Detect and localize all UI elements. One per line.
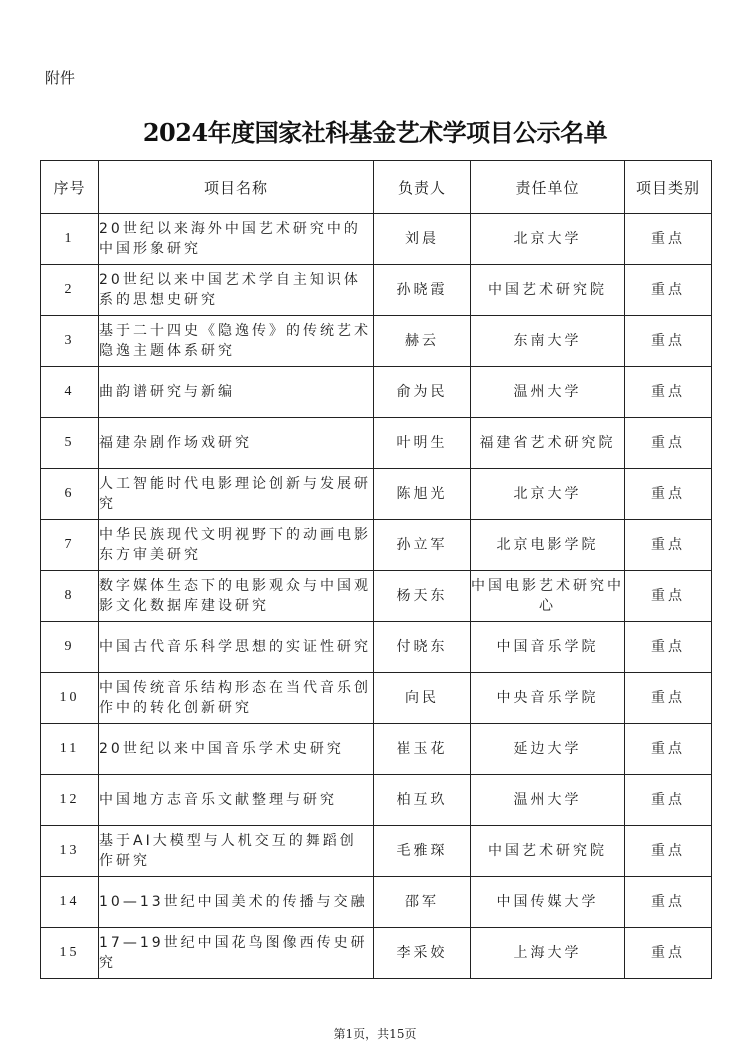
table-row [41,673,712,724]
row-leader: 刘晨 [374,214,471,265]
header-type: 项目类别 [625,161,712,214]
row-project-name: 17—19世纪中国花鸟图像西传史研究 [99,928,374,979]
row-index: 5 [41,418,99,469]
header-project-name: 项目名称 [99,161,374,214]
row-index: 4 [41,367,99,418]
row-unit: 中国音乐学院 [471,622,625,673]
row-project-name: 中国古代音乐科学思想的实证性研究 [99,622,374,673]
table-row [41,418,712,469]
row-type: 重点 [625,418,712,469]
row-type: 重点 [625,826,712,877]
row-leader: 叶明生 [374,418,471,469]
row-project-name: 20世纪以来中国艺术学自主知识体系的思想史研究 [99,265,374,316]
row-project-name: 人工智能时代电影理论创新与发展研究 [99,469,374,520]
row-index: 10 [41,673,99,724]
row-unit: 温州大学 [471,367,625,418]
row-unit: 中国传媒大学 [471,877,625,928]
row-project-name: 基于AI大模型与人机交互的舞蹈创作研究 [99,826,374,877]
row-leader: 赫云 [374,316,471,367]
row-unit: 福建省艺术研究院 [471,418,625,469]
table-row [41,469,712,520]
row-leader: 李采姣 [374,928,471,979]
table-row [41,928,712,979]
document-title: 2024年度国家社科基金艺术学项目公示名单 [142,118,608,147]
row-type: 重点 [625,469,712,520]
table-row [41,367,712,418]
row-index: 6 [41,469,99,520]
row-project-name: 中国传统音乐结构形态在当代音乐创作中的转化创新研究 [99,673,374,724]
table-row [41,214,712,265]
row-index: 11 [41,724,99,775]
row-leader: 邵军 [374,877,471,928]
row-type: 重点 [625,724,712,775]
row-leader: 陈旭光 [374,469,471,520]
row-type: 重点 [625,214,712,265]
row-index: 13 [41,826,99,877]
row-leader: 付晓东 [374,622,471,673]
row-index: 15 [41,928,99,979]
row-index: 14 [41,877,99,928]
row-type: 重点 [625,367,712,418]
header-index: 序号 [41,161,99,214]
row-unit: 北京大学 [471,469,625,520]
row-project-name: 中国地方志音乐文献整理与研究 [99,775,374,826]
row-leader: 俞为民 [374,367,471,418]
row-unit: 中央音乐学院 [471,673,625,724]
row-type: 重点 [625,571,712,622]
table-row [41,877,712,928]
row-index: 8 [41,571,99,622]
row-unit: 北京大学 [471,214,625,265]
row-project-name: 数字媒体生态下的电影观众与中国观影文化数据库建设研究 [99,571,374,622]
table-row [41,826,712,877]
table-row [41,520,712,571]
row-index: 7 [41,520,99,571]
row-type: 重点 [625,928,712,979]
table-row [41,316,712,367]
row-type: 重点 [625,673,712,724]
row-unit: 温州大学 [471,775,625,826]
row-type: 重点 [625,877,712,928]
project-list-table [40,160,712,979]
header-unit: 责任单位 [471,161,625,214]
table-row [41,724,712,775]
row-project-name: 福建杂剧作场戏研究 [99,418,374,469]
attachment-label: 附件 [45,69,76,87]
row-leader: 孙立军 [374,520,471,571]
row-leader: 向民 [374,673,471,724]
row-index: 12 [41,775,99,826]
row-index: 2 [41,265,99,316]
table-row [41,265,712,316]
row-project-name: 曲韵谱研究与新编 [99,367,374,418]
row-project-name: 20世纪以来中国音乐学术史研究 [99,724,374,775]
page-number-footer: 第1页，共15页 [333,1027,417,1041]
row-unit: 上海大学 [471,928,625,979]
row-leader: 崔玉花 [374,724,471,775]
row-project-name: 20世纪以来海外中国艺术研究中的中国形象研究 [99,214,374,265]
row-type: 重点 [625,775,712,826]
row-type: 重点 [625,265,712,316]
header-leader: 负责人 [374,161,471,214]
row-leader: 毛雅琛 [374,826,471,877]
row-index: 9 [41,622,99,673]
row-unit: 延边大学 [471,724,625,775]
row-leader: 孙晓霞 [374,265,471,316]
row-unit: 中国艺术研究院 [471,826,625,877]
row-unit: 中国电影艺术研究中心 [471,571,625,622]
row-index: 1 [41,214,99,265]
row-type: 重点 [625,316,712,367]
row-unit: 北京电影学院 [471,520,625,571]
row-unit: 中国艺术研究院 [471,265,625,316]
row-type: 重点 [625,520,712,571]
row-project-name: 基于二十四史《隐逸传》的传统艺术隐逸主题体系研究 [99,316,374,367]
row-leader: 杨天东 [374,571,471,622]
row-project-name: 中华民族现代文明视野下的动画电影东方审美研究 [99,520,374,571]
row-type: 重点 [625,622,712,673]
row-leader: 柏互玖 [374,775,471,826]
table-row [41,622,712,673]
row-project-name: 10—13世纪中国美术的传播与交融 [99,877,374,928]
row-index: 3 [41,316,99,367]
table-header-row [41,161,712,214]
table-row [41,775,712,826]
row-unit: 东南大学 [471,316,625,367]
table-row [41,571,712,622]
